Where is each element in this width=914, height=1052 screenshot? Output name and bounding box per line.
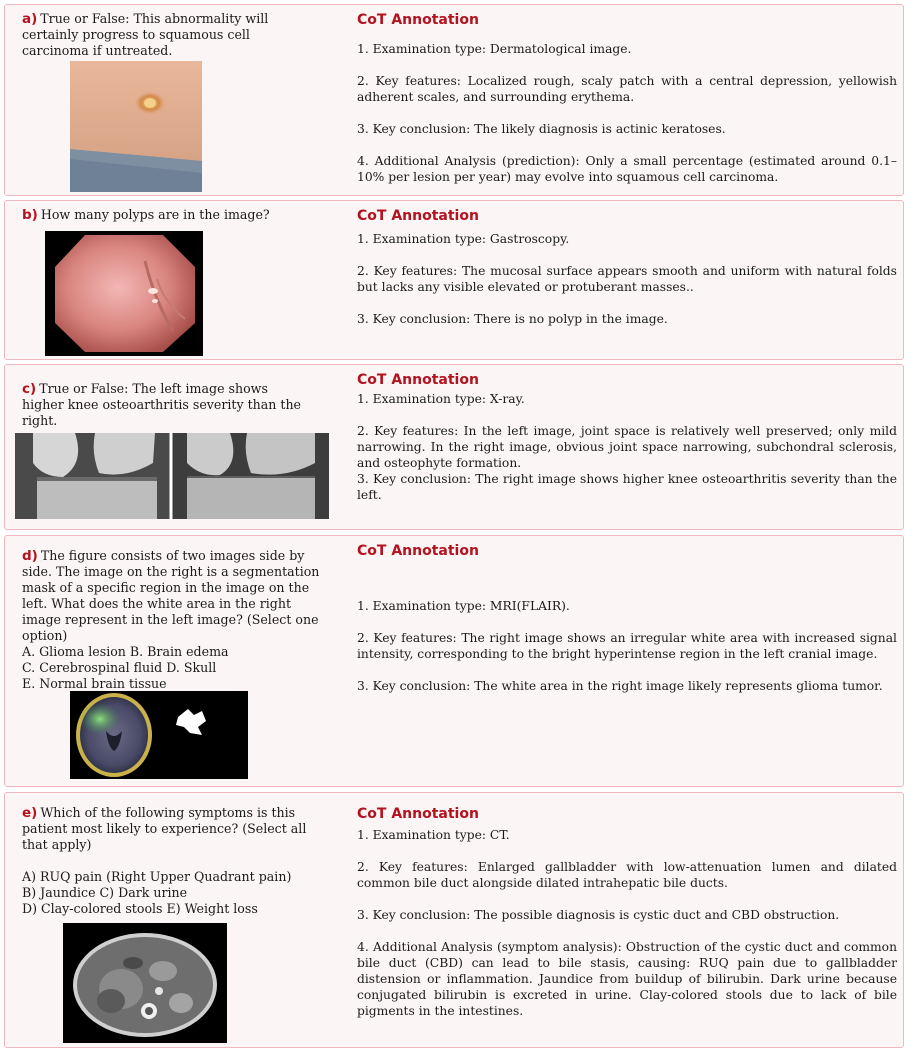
- question-text-b: How many polyps are in the image?: [40, 207, 270, 222]
- annotation-step: 3. Key conclusion: There is no polyp in the image.: [357, 312, 668, 326]
- annotation-d: [357, 542, 897, 694]
- option-line: A) RUQ pain (Right Upper Quadrant pain): [22, 869, 292, 884]
- annotation-heading-d: CoT Annotation: [357, 543, 479, 559]
- gastroscopy-image: [45, 231, 203, 356]
- annotation-step: 3. Key conclusion: The white area in the right image likely represents glioma tumor.: [357, 679, 883, 693]
- question-c: [22, 381, 312, 429]
- annotation-step: 4. Additional Analysis (prediction): Only a small percentage (estimated around 0.1–10% per lesion per year) may evolve into squamous cell carcinoma.: [357, 154, 897, 184]
- annotation-step: 1. Examination type: Gastroscopy.: [357, 232, 570, 246]
- annotation-step: 3. Key conclusion: The right image shows higher knee osteoarthritis severity than the left.: [357, 472, 897, 502]
- question-a: [22, 11, 292, 59]
- panel-e: [4, 792, 904, 1048]
- question-text-a: True or False: This abnormality will certainly progress to squamous cell carcinoma if untreated.: [22, 11, 269, 58]
- annotation-step: 4. Additional Analysis (symptom analysis): Obstruction of the cystic duct and common bile duct (CBD) can lead to bile stasis, causing: RUQ pain due to gallbladder distension or inflammation. Jaundice from buildup of bilirubin. Dark urine because conjugated bilirubin is excreted in urine. Clay-colored stools due to lack of bile pigments in the intestines.: [357, 940, 897, 1018]
- annotation-step: 3. Key conclusion: The possible diagnosis is cystic duct and CBD obstruction.: [357, 908, 840, 922]
- annotation-step: 1. Examination type: CT.: [357, 828, 510, 842]
- dermatology-image: [70, 61, 202, 192]
- annotation-a: [357, 11, 897, 185]
- question-d: [22, 548, 322, 692]
- question-text-e: Which of the following symptoms is this patient most likely to experience? (Select all that apply): [22, 805, 307, 852]
- annotation-step: 1. Examination type: Dermatological image.: [357, 42, 632, 56]
- panel-label-a: a): [22, 11, 38, 27]
- panel-d: [4, 535, 904, 787]
- mri-flair-image: [70, 691, 248, 779]
- annotation-b: [357, 207, 897, 327]
- annotation-step: 1. Examination type: MRI(FLAIR).: [357, 599, 570, 613]
- panel-label-c: c): [22, 381, 37, 397]
- annotation-heading-c: CoT Annotation: [357, 372, 479, 388]
- annotation-step: 2. Key features: Enlarged gallbladder with low-attenuation lumen and dilated common bile duct alongside dilated intrahepatic bile ducts.: [357, 860, 897, 890]
- option-line: D) Clay-colored stools E) Weight loss: [22, 901, 258, 916]
- option-line: A. Glioma lesion B. Brain edema: [22, 644, 229, 659]
- annotation-heading-e: CoT Annotation: [357, 806, 479, 822]
- annotation-heading-b: CoT Annotation: [357, 208, 479, 224]
- question-text-d: The figure consists of two images side by side. The image on the right is a segmentation mask of a specific region in the image on the left. What does the white area in the right image represent in the left image? (Select one option): [22, 548, 320, 643]
- annotation-step: 2. Key features: In the left image, joint space is relatively well preserved; only mild narrowing. In the right image, obvious joint space narrowing, subchondral sclerosis, and osteophyte formation.: [357, 424, 897, 470]
- annotation-step: 1. Examination type: X-ray.: [357, 392, 525, 406]
- panel-label-b: b): [22, 207, 38, 223]
- annotation-step: 2. Key features: The mucosal surface appears smooth and uniform with natural folds but lacks any visible elevated or protuberant masses..: [357, 264, 897, 294]
- panel-b: [4, 200, 904, 360]
- panel-c: [4, 364, 904, 530]
- question-text-c: True or False: The left image shows higher knee osteoarthritis severity than the right.: [22, 381, 302, 428]
- question-b: [22, 207, 322, 223]
- knee-xray-image: [15, 433, 329, 519]
- annotation-step: 2. Key features: The right image shows an irregular white area with increased signal intensity, corresponding to the bright hyperintense region in the left cranial image.: [357, 631, 897, 661]
- panel-a: [4, 4, 904, 196]
- ct-scan-image: [63, 923, 227, 1043]
- annotation-step: 2. Key features: Localized rough, scaly patch with a central depression, yellowish adherent scales, and surrounding erythema.: [357, 74, 897, 104]
- annotation-e: [357, 805, 897, 1019]
- annotation-c: [357, 371, 897, 503]
- panel-label-d: d): [22, 548, 38, 564]
- question-e: [22, 805, 322, 917]
- option-line: C. Cerebrospinal fluid D. Skull: [22, 660, 217, 675]
- option-line: E. Normal brain tissue: [22, 676, 167, 691]
- annotation-heading-a: CoT Annotation: [357, 12, 479, 28]
- option-line: B) Jaundice C) Dark urine: [22, 885, 188, 900]
- annotation-step: 3. Key conclusion: The likely diagnosis is actinic keratoses.: [357, 122, 726, 136]
- panel-label-e: e): [22, 805, 38, 821]
